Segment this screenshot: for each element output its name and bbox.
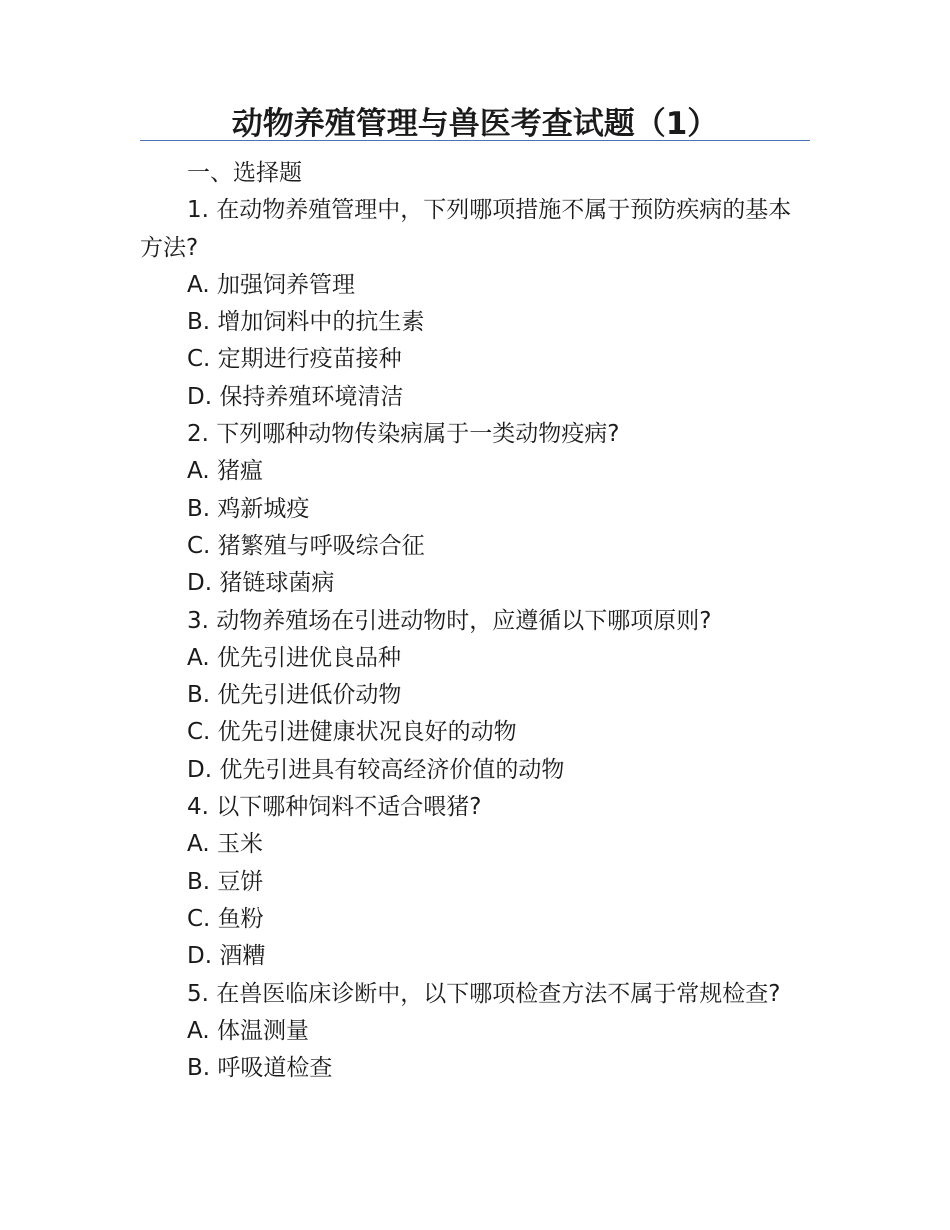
answer-option: A. 优先引进优良品种 bbox=[187, 644, 401, 671]
answer-option: C. 定期进行疫苗接种 bbox=[187, 346, 402, 373]
answer-option: D. 优先引进具有较高经济价值的动物 bbox=[187, 756, 565, 783]
title-underline bbox=[140, 140, 810, 141]
question-stem: 3. 动物养殖场在引进动物时，应遵循以下哪项原则? bbox=[187, 607, 712, 634]
question-stem: 5. 在兽医临床诊断中，以下哪项检查方法不属于常规检查? bbox=[187, 980, 781, 1007]
answer-option: B. 增加饲料中的抗生素 bbox=[187, 309, 425, 336]
answer-option: D. 猪链球菌病 bbox=[187, 570, 335, 597]
answer-option: B. 呼吸道检查 bbox=[187, 1055, 333, 1082]
answer-option: A. 玉米 bbox=[187, 831, 263, 858]
section-heading: 一、选择题 bbox=[187, 160, 302, 186]
answer-option: C. 鱼粉 bbox=[187, 905, 264, 932]
answer-option: D. 保持养殖环境清洁 bbox=[187, 383, 404, 410]
document-title: 动物养殖管理与兽医考查试题（1） bbox=[231, 106, 719, 142]
answer-option: B. 优先引进低价动物 bbox=[187, 682, 402, 709]
question-stem: 4. 以下哪种饲料不适合喂猪? bbox=[187, 794, 482, 821]
document-body bbox=[140, 155, 812, 1087]
answer-option: B. 豆饼 bbox=[187, 868, 264, 895]
answer-option: A. 猪瘟 bbox=[187, 458, 263, 485]
answer-option: C. 优先引进健康状况良好的动物 bbox=[187, 719, 517, 746]
answer-option: D. 酒糟 bbox=[187, 943, 266, 970]
answer-option: B. 鸡新城疫 bbox=[187, 495, 310, 522]
question-stem: 2. 下列哪种动物传染病属于一类动物疫病? bbox=[187, 421, 620, 448]
answer-option: A. 加强饲养管理 bbox=[187, 271, 355, 298]
question-stem: 1. 在动物养殖管理中，下列哪项措施不属于预防疾病的基本方法? bbox=[140, 197, 792, 261]
answer-option: C. 猪繁殖与呼吸综合征 bbox=[187, 532, 425, 559]
answer-option: A. 体温测量 bbox=[187, 1017, 309, 1044]
